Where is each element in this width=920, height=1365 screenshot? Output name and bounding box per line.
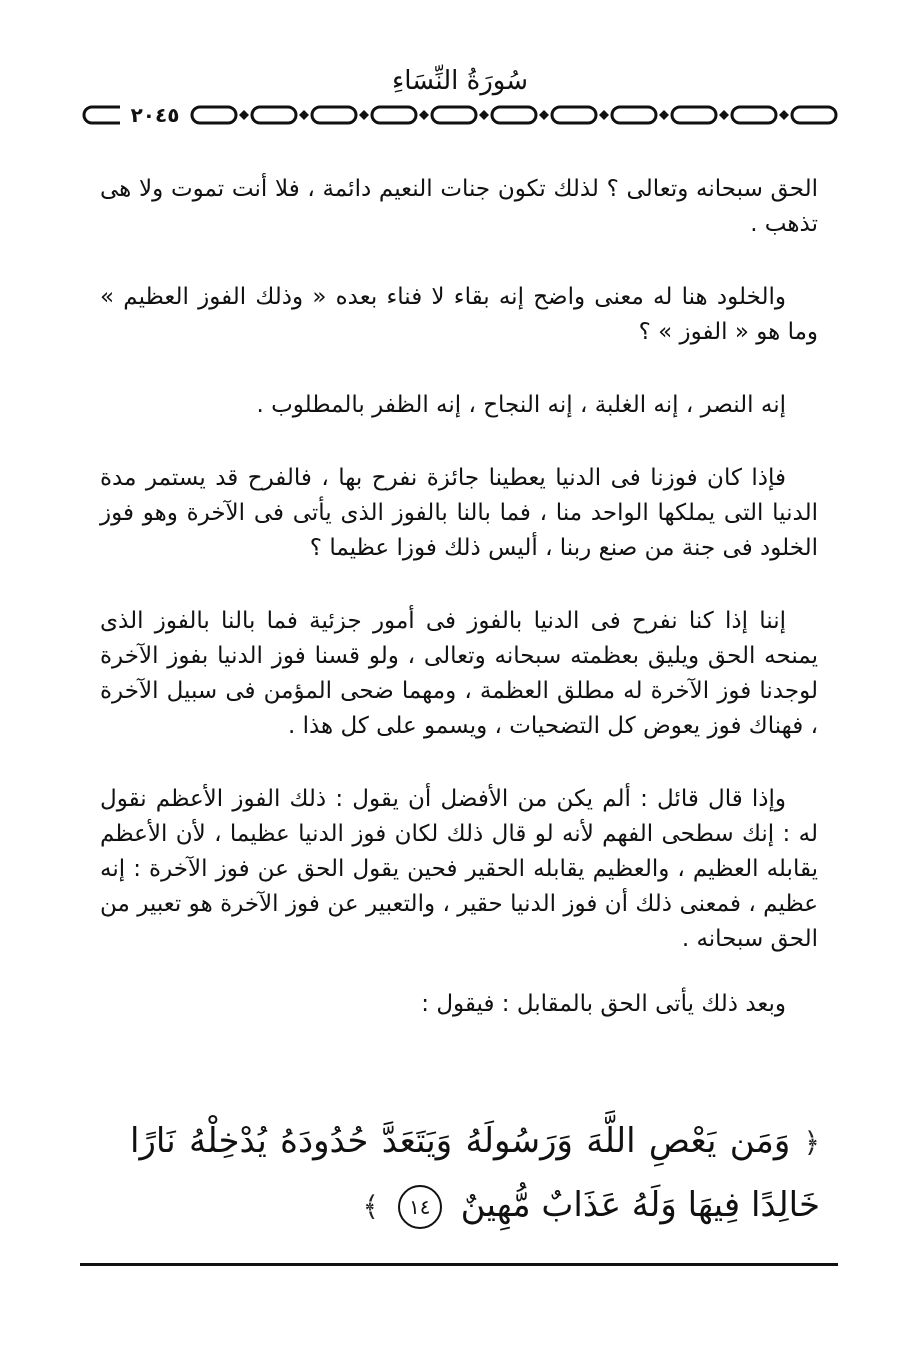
header-ornamental-rule (82, 100, 842, 130)
footer-rule (80, 1263, 838, 1266)
paragraph-2: والخلود هنا له معنى واضح إنه بقاء لا فناء بعده « وذلك الفوز العظيم » وما هو « الفوز » ؟ (100, 284, 818, 345)
verse-text: وَمَن يَعْصِ اللَّهَ وَرَسُولَهُ وَيَتَعَدَّ حُدُودَهُ يُدْخِلْهُ نَارًا خَالِدًا فِيهَا وَلَهُ عَذَابٌ مُّهِينٌ (130, 1121, 820, 1225)
paragraph-3: إنه النصر ، إنه الغلبة ، إنه النجاح ، إنه الظفر بالمطلوب . (256, 392, 786, 418)
paragraph-4: فإذا كان فوزنا فى الدنيا يعطينا جائزة نفرح بها ، فالفرح قد يستمر مدة الدنيا التى يملكها الواحد منا ، فما بالنا بالفوز الذى يأتى فى الآخرة وهو فوز الخلود فى جنة من صنع ربنا ، أليس ذلك فوزا عظيما ؟ (100, 465, 818, 561)
paragraph-6: وإذا قال قائل : ألم يكن من الأفضل أن يقول : ذلك الفوز الأعظم نقول له : إنك سطحى الفهم لأنه لو قال ذلك لكان فوز الدنيا عظيما ، لأن الأعظم يقابله العظيم ، والعظيم يقابله الحقير فحين يقول الحق عن فوز الآخرة : إنه عظيم ، فمعنى ذلك أن فوز الدنيا حقير ، والتعبير عن فوز الآخرة هو تعبير من الحق سبحانه . (100, 786, 818, 952)
paragraph-1: الحق سبحانه وتعالى ؟ لذلك تكون جنات النعيم دائمة ، فلا أنت تموت ولا هى تذهب . (100, 176, 818, 237)
verse-open-bracket: ﴿ (803, 1126, 820, 1159)
verse-close-bracket: ﴾ (362, 1190, 379, 1223)
commentary-body (100, 172, 818, 1060)
surah-title: سُورَةُ النِّسَاءِ (392, 66, 528, 96)
paragraph-7: وبعد ذلك يأتى الحق بالمقابل : فيقول : (421, 991, 786, 1017)
paragraph-5: إننا إذا كنا نفرح فى الدنيا بالفوز فى أمور جزئية فما بالنا بالفوز الذى يمنحه الحق ويليق بعظمته سبحانه وتعالى ، ولو قسنا فوز الدنيا بفوز الآخرة لوجدنا فوز الآخرة له مطلق العظمة ، ومهما ضحى المؤمن فى سبيل الآخرة ، فهناك فوز يعوض كل التضحيات ، ويسمو على كل هذا . (100, 608, 818, 739)
quran-verse (130, 1110, 820, 1238)
page-number: ٢٠٤٥ (120, 104, 190, 126)
ayah-number-marker: ١٤ (398, 1185, 442, 1229)
